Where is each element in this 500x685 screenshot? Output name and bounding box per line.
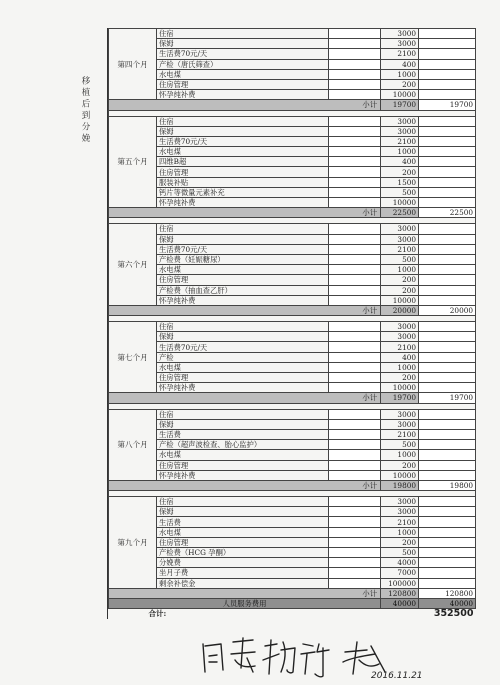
expense-item-blank (329, 265, 381, 275)
expense-item-name: 产检 (157, 352, 329, 362)
expense-item-right-blank (419, 126, 476, 136)
expense-item-right-blank (419, 568, 476, 578)
expense-item-name: 水电煤 (157, 362, 329, 372)
expense-item-right-blank (419, 440, 476, 450)
expense-item-name: 分娩费 (157, 558, 329, 568)
expense-item-blank (329, 342, 381, 352)
expense-item-blank (329, 285, 381, 295)
expense-row (109, 116, 476, 126)
expense-item-blank (329, 373, 381, 383)
subtotal-label: 小计 (109, 588, 381, 598)
expense-item-right-blank (419, 285, 476, 295)
expense-item-blank (329, 187, 381, 197)
expense-row (109, 429, 476, 439)
expense-item-amount: 200 (381, 373, 419, 383)
expense-item-name: 住宿 (157, 497, 329, 507)
expense-item-name: 水电煤 (157, 265, 329, 275)
expense-item-blank (329, 440, 381, 450)
expense-item-name: 怀孕纯补费 (157, 295, 329, 305)
expense-item-amount: 400 (381, 157, 419, 167)
expense-item-amount: 3000 (381, 126, 419, 136)
expense-row (109, 49, 476, 59)
expense-row (109, 187, 476, 197)
expense-item-blank (329, 527, 381, 537)
expense-item-blank (329, 198, 381, 208)
expense-item-name: 住宿 (157, 224, 329, 234)
expense-item-blank (329, 578, 381, 588)
expense-item-name: 产检费（HCG 孕酮） (157, 548, 329, 558)
expense-item-amount: 10000 (381, 90, 419, 100)
expense-item-name: 保姆 (157, 419, 329, 429)
expense-item-right-blank (419, 265, 476, 275)
expense-row (109, 537, 476, 547)
expense-item-amount: 7000 (381, 568, 419, 578)
expense-row (109, 29, 476, 39)
expense-item-right-blank (419, 90, 476, 100)
expense-item-blank (329, 450, 381, 460)
expense-item-blank (329, 275, 381, 285)
service-fee-right-amount: 40000 (419, 598, 476, 608)
expense-item-right-blank (419, 147, 476, 157)
expense-item-name: 生活费70元/天 (157, 244, 329, 254)
expense-item-right-blank (419, 383, 476, 393)
expense-item-amount: 3000 (381, 39, 419, 49)
total-row (109, 609, 476, 619)
subtotal-amount: 19700 (381, 100, 419, 110)
expense-row (109, 198, 476, 208)
expense-item-amount: 500 (381, 440, 419, 450)
expense-item-name: 产检费（抽血查乙肝） (157, 285, 329, 295)
expense-item-name: 生活费70元/天 (157, 49, 329, 59)
expense-item-amount: 1000 (381, 450, 419, 460)
expense-item-amount: 2100 (381, 429, 419, 439)
expense-item-blank (329, 39, 381, 49)
expense-item-blank (329, 136, 381, 146)
expense-row (109, 419, 476, 429)
expense-item-right-blank (419, 187, 476, 197)
expense-item-name: 坐月子费 (157, 568, 329, 578)
expense-item-name: 生活费70元/天 (157, 342, 329, 352)
expense-item-amount: 2100 (381, 136, 419, 146)
subtotal-right-amount: 120800 (419, 588, 476, 598)
expense-item-name: 住宿 (157, 116, 329, 126)
month-label: 第七个月 (109, 322, 157, 393)
expense-item-name: 住房管理 (157, 460, 329, 470)
expense-item-amount: 1000 (381, 362, 419, 372)
signature-date: 2016.11.21 (371, 671, 423, 681)
expense-item-blank (329, 460, 381, 470)
subtotal-right-amount: 19700 (419, 100, 476, 110)
expense-item-right-blank (419, 69, 476, 79)
expense-row (109, 460, 476, 470)
expense-item-amount: 3000 (381, 224, 419, 234)
expense-row (109, 59, 476, 69)
expense-row (109, 507, 476, 517)
expense-row (109, 234, 476, 244)
expense-item-amount: 200 (381, 79, 419, 89)
expense-item-right-blank (419, 517, 476, 527)
phase-label: 移植后到分娩 (80, 76, 90, 145)
expense-item-right-blank (419, 157, 476, 167)
expense-item-right-blank (419, 429, 476, 439)
expense-item-right-blank (419, 419, 476, 429)
expense-item-right-blank (419, 578, 476, 588)
expense-item-name: 剩余补偿金 (157, 578, 329, 588)
expense-table (108, 28, 476, 619)
expense-item-blank (329, 548, 381, 558)
subtotal-label: 小计 (109, 208, 381, 218)
expense-item-amount: 3000 (381, 409, 419, 419)
expense-item-right-blank (419, 507, 476, 517)
expense-item-name: 水电煤 (157, 450, 329, 460)
expense-item-name: 产检费（妊娠糖尿） (157, 254, 329, 264)
expense-item-amount: 3000 (381, 332, 419, 342)
expense-item-name: 产检（唐氏筛查） (157, 59, 329, 69)
phase-label-cell (63, 28, 108, 619)
expense-item-name: 生活费 (157, 429, 329, 439)
expense-item-name: 生活费70元/天 (157, 136, 329, 146)
total-amount: 352500 (433, 608, 474, 619)
expense-row (109, 295, 476, 305)
expense-item-amount: 3000 (381, 29, 419, 39)
expense-item-right-blank (419, 136, 476, 146)
expense-row (109, 285, 476, 295)
expense-row (109, 332, 476, 342)
subtotal-label: 小计 (109, 480, 381, 490)
expense-item-right-blank (419, 177, 476, 187)
subtotal-label: 小计 (109, 100, 381, 110)
subtotal-right-amount: 19700 (419, 393, 476, 403)
expense-item-right-blank (419, 342, 476, 352)
expense-item-right-blank (419, 198, 476, 208)
expense-item-amount: 2100 (381, 517, 419, 527)
expense-item-name: 怀孕纯补费 (157, 470, 329, 480)
expense-item-right-blank (419, 322, 476, 332)
expense-item-name: 怀孕纯补费 (157, 90, 329, 100)
expense-item-right-blank (419, 39, 476, 49)
month-label: 第九个月 (109, 497, 157, 589)
expense-item-right-blank (419, 409, 476, 419)
expense-item-amount: 200 (381, 167, 419, 177)
expense-row (109, 275, 476, 285)
expense-row (109, 254, 476, 264)
expense-item-amount: 2100 (381, 342, 419, 352)
subtotal-label: 小计 (109, 393, 381, 403)
expense-item-blank (329, 497, 381, 507)
expense-item-blank (329, 332, 381, 342)
expense-item-name: 水电煤 (157, 147, 329, 157)
expense-row (109, 167, 476, 177)
expense-row (109, 383, 476, 393)
service-fee-row (109, 598, 476, 608)
month-label: 第五个月 (109, 116, 157, 208)
expense-row (109, 373, 476, 383)
expense-item-name: 怀孕纯补费 (157, 383, 329, 393)
expense-item-name: 保姆 (157, 332, 329, 342)
handwritten-signature (195, 632, 435, 682)
expense-item-right-blank (419, 167, 476, 177)
subtotal-amount: 22500 (381, 208, 419, 218)
expense-row (109, 440, 476, 450)
subtotal-amount: 20000 (381, 305, 419, 315)
expense-item-blank (329, 254, 381, 264)
expense-item-name: 怀孕纯补费 (157, 198, 329, 208)
expense-item-amount: 200 (381, 275, 419, 285)
expense-item-right-blank (419, 362, 476, 372)
total-label: 合计: (148, 609, 167, 619)
expense-item-amount: 10000 (381, 198, 419, 208)
expense-item-right-blank (419, 116, 476, 126)
expense-item-blank (329, 177, 381, 187)
expense-item-blank (329, 244, 381, 254)
expense-item-right-blank (419, 497, 476, 507)
expense-table-body (109, 29, 476, 619)
expense-item-amount: 1500 (381, 177, 419, 187)
expense-row (109, 79, 476, 89)
subtotal-amount: 19800 (381, 480, 419, 490)
expense-item-blank (329, 49, 381, 59)
expense-row (109, 157, 476, 167)
expense-item-name: 水电煤 (157, 69, 329, 79)
expense-row (109, 568, 476, 578)
expense-item-amount: 1000 (381, 527, 419, 537)
expense-item-amount: 100000 (381, 578, 419, 588)
expense-item-amount: 500 (381, 548, 419, 558)
expense-item-blank (329, 507, 381, 517)
expense-row (109, 136, 476, 146)
expense-row (109, 126, 476, 136)
expense-item-amount: 200 (381, 285, 419, 295)
expense-row (109, 409, 476, 419)
expense-row (109, 322, 476, 332)
expense-row (109, 527, 476, 537)
expense-item-right-blank (419, 352, 476, 362)
expense-item-right-blank (419, 460, 476, 470)
expense-item-name: 保姆 (157, 39, 329, 49)
expense-item-amount: 200 (381, 537, 419, 547)
expense-item-name: 住房管理 (157, 537, 329, 547)
expense-item-amount: 3000 (381, 322, 419, 332)
subtotal-row (109, 588, 476, 598)
expense-row (109, 224, 476, 234)
expense-item-amount: 3000 (381, 497, 419, 507)
expense-item-blank (329, 69, 381, 79)
expense-item-blank (329, 126, 381, 136)
expense-row (109, 578, 476, 588)
expense-item-name: 住房管理 (157, 373, 329, 383)
expense-item-right-blank (419, 450, 476, 460)
expense-item-name: 住房管理 (157, 79, 329, 89)
expense-item-right-blank (419, 527, 476, 537)
expense-item-blank (329, 116, 381, 126)
subtotal-amount: 120800 (381, 588, 419, 598)
expense-item-blank (329, 352, 381, 362)
expense-item-name: 保姆 (157, 234, 329, 244)
expense-item-amount: 3000 (381, 234, 419, 244)
subtotal-row (109, 305, 476, 315)
expense-item-amount: 4000 (381, 558, 419, 568)
expense-item-blank (329, 537, 381, 547)
subtotal-row (109, 208, 476, 218)
subtotal-right-amount: 20000 (419, 305, 476, 315)
expense-item-right-blank (419, 224, 476, 234)
expense-item-name: 四维B超 (157, 157, 329, 167)
expense-item-right-blank (419, 49, 476, 59)
expense-item-amount: 10000 (381, 470, 419, 480)
expense-item-right-blank (419, 59, 476, 69)
expense-item-blank (329, 322, 381, 332)
month-label: 第六个月 (109, 224, 157, 306)
expense-item-right-blank (419, 373, 476, 383)
subtotal-right-amount: 19800 (419, 480, 476, 490)
expense-item-amount: 200 (381, 460, 419, 470)
expense-item-blank (329, 362, 381, 372)
expense-item-blank (329, 29, 381, 39)
expense-item-blank (329, 224, 381, 234)
expense-item-amount: 2100 (381, 49, 419, 59)
subtotal-row (109, 480, 476, 490)
expense-item-right-blank (419, 275, 476, 285)
expense-item-name: 住房管理 (157, 167, 329, 177)
expense-item-name: 生活费 (157, 517, 329, 527)
expense-item-amount: 2100 (381, 244, 419, 254)
expense-row (109, 362, 476, 372)
expense-item-right-blank (419, 244, 476, 254)
expense-item-right-blank (419, 537, 476, 547)
expense-item-amount: 400 (381, 59, 419, 69)
expense-item-amount: 3000 (381, 116, 419, 126)
subtotal-label: 小计 (109, 305, 381, 315)
expense-item-name: 服装补贴 (157, 177, 329, 187)
expense-item-right-blank (419, 470, 476, 480)
expense-item-blank (329, 295, 381, 305)
expense-item-right-blank (419, 295, 476, 305)
expense-item-amount: 500 (381, 254, 419, 264)
expense-item-blank (329, 409, 381, 419)
expense-item-blank (329, 167, 381, 177)
expense-row (109, 470, 476, 480)
expense-item-amount: 1000 (381, 147, 419, 157)
expense-item-blank (329, 429, 381, 439)
expense-item-name: 保姆 (157, 126, 329, 136)
subtotal-amount: 19700 (381, 393, 419, 403)
expense-item-amount: 1000 (381, 69, 419, 79)
expense-item-blank (329, 59, 381, 69)
expense-item-amount: 400 (381, 352, 419, 362)
month-label: 第八个月 (109, 409, 157, 480)
expense-row (109, 558, 476, 568)
service-fee-label: 人员服务费用 (109, 598, 381, 608)
expense-row (109, 265, 476, 275)
expense-item-name: 住宿 (157, 29, 329, 39)
expense-item-right-blank (419, 548, 476, 558)
expense-item-blank (329, 568, 381, 578)
expense-item-blank (329, 157, 381, 167)
expense-row (109, 352, 476, 362)
expense-row (109, 69, 476, 79)
expense-item-name: 住宿 (157, 322, 329, 332)
expense-item-right-blank (419, 79, 476, 89)
expense-item-blank (329, 383, 381, 393)
expense-row (109, 548, 476, 558)
expense-item-name: 住房管理 (157, 275, 329, 285)
expense-item-blank (329, 147, 381, 157)
expense-row (109, 342, 476, 352)
expense-item-blank (329, 419, 381, 429)
expense-item-right-blank (419, 558, 476, 568)
expense-row (109, 177, 476, 187)
expense-item-amount: 3000 (381, 419, 419, 429)
expense-row (109, 517, 476, 527)
expense-item-name: 保姆 (157, 507, 329, 517)
expense-item-blank (329, 470, 381, 480)
expense-item-blank (329, 79, 381, 89)
subtotal-row (109, 100, 476, 110)
subtotal-row (109, 393, 476, 403)
expense-item-blank (329, 90, 381, 100)
expense-item-name: 钙片等微量元素补充 (157, 187, 329, 197)
expense-item-right-blank (419, 29, 476, 39)
expense-row (109, 39, 476, 49)
expense-item-right-blank (419, 234, 476, 244)
expense-item-blank (329, 558, 381, 568)
month-label: 第四个月 (109, 29, 157, 100)
service-fee-amount: 40000 (381, 598, 419, 608)
expense-item-right-blank (419, 254, 476, 264)
expense-item-blank (329, 234, 381, 244)
expense-item-right-blank (419, 332, 476, 342)
expense-row (109, 497, 476, 507)
subtotal-right-amount: 22500 (419, 208, 476, 218)
expense-row (109, 90, 476, 100)
expense-item-name: 住宿 (157, 409, 329, 419)
expense-item-amount: 3000 (381, 507, 419, 517)
expense-item-amount: 1000 (381, 265, 419, 275)
expense-row (109, 147, 476, 157)
expense-item-amount: 10000 (381, 383, 419, 393)
expense-item-amount: 500 (381, 187, 419, 197)
expense-item-blank (329, 517, 381, 527)
expense-row (109, 450, 476, 460)
expense-item-name: 水电煤 (157, 527, 329, 537)
expense-item-amount: 10000 (381, 295, 419, 305)
expense-row (109, 244, 476, 254)
expense-item-name: 产检（超声波检查、胎心监护） (157, 440, 329, 450)
